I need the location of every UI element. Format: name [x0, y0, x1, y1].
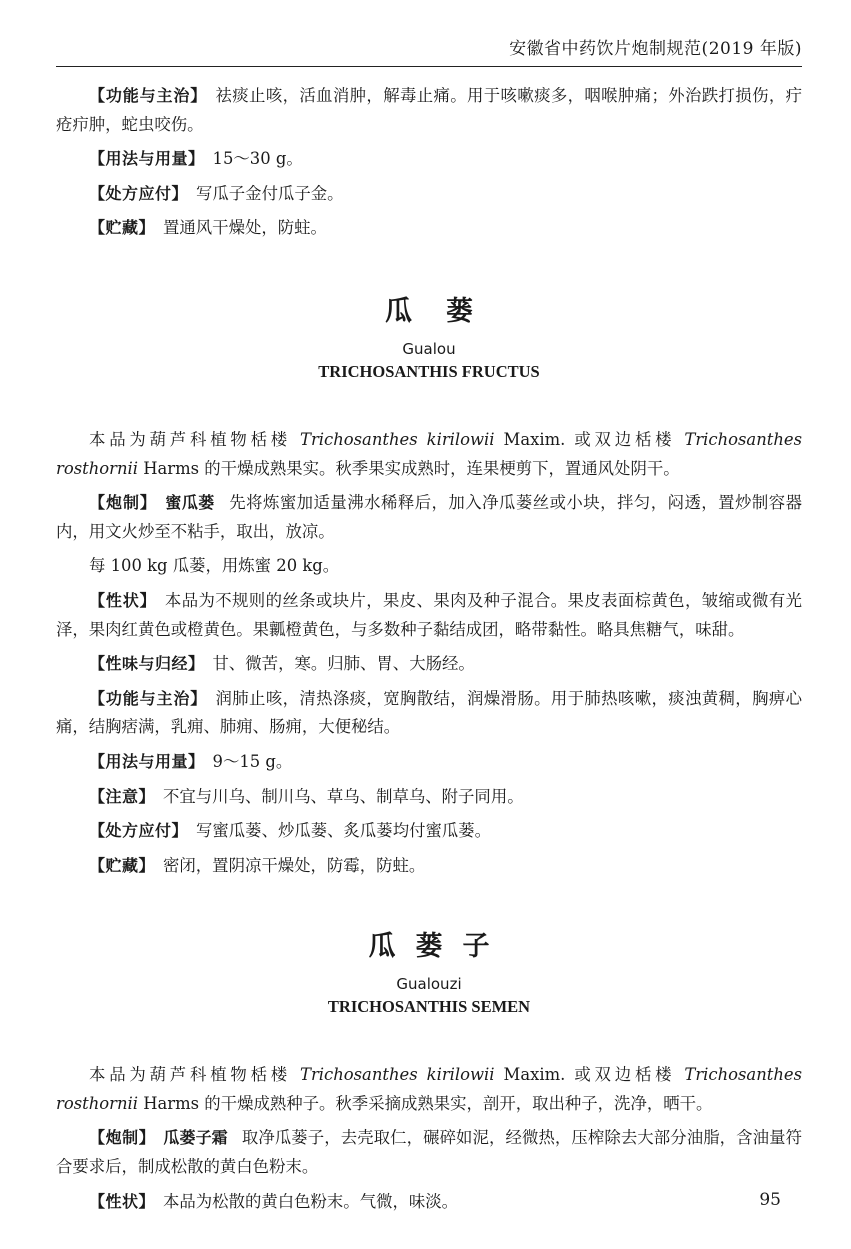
character-text: 本品为不规则的丝条或块片，果皮、果肉及种子混合。果皮表面棕黄色，皱缩或微有光泽，果肉红黄色或橙黄色。果瓤橙黄色，与多数种子黏结成团，略带黏性。略具焦糖气，味甜。	[56, 590, 802, 639]
dosage-paragraph	[56, 145, 802, 174]
dosage-tag: 【用法与用量】	[89, 149, 205, 169]
character-paragraph	[56, 1188, 802, 1217]
character-tag: 【性状】	[89, 590, 157, 610]
nature-tag: 【性味与归经】	[89, 654, 205, 674]
nature-text: 甘、微苦，寒。归肺、胃、大肠经。	[212, 654, 475, 674]
processing-subtitle: 蜜瓜蒌	[164, 493, 215, 513]
storage-paragraph	[56, 852, 802, 881]
source-paragraph	[56, 1061, 802, 1118]
dosage-text: 9～15 g。	[212, 751, 293, 771]
functions-tag: 【功能与主治】	[89, 688, 208, 708]
prescription-paragraph	[56, 180, 802, 209]
dosage-tag: 【用法与用量】	[89, 751, 205, 771]
functions-text: 祛痰止咳，活血消肿，解毒止痛。用于咳嗽痰多，咽喉肿痛；外治跌打损伤，疔疮疖肿，蛇虫咬伤。	[56, 86, 802, 134]
storage-tag: 【贮藏】	[89, 855, 156, 875]
processing-paragraph	[56, 489, 802, 546]
source-paragraph	[56, 426, 802, 483]
prescription-tag: 【处方应付】	[89, 183, 189, 203]
prescription-paragraph	[56, 817, 802, 846]
functions-tag: 【功能与主治】	[89, 86, 208, 105]
prescription-text: 写蜜瓜蒌、炒瓜蒌、炙瓜蒌均付蜜瓜蒌。	[196, 821, 492, 841]
page-number: 95	[759, 1190, 781, 1210]
entry-latin-name: TRICHOSANTHIS SEMEN	[327, 997, 531, 1017]
caution-text: 不宜与川乌、制川乌、草乌、制草乌、附子同用。	[163, 786, 524, 806]
entry-latin-name: TRICHOSANTHIS FRUCTUS	[318, 361, 540, 381]
storage-tag: 【贮藏】	[89, 218, 156, 238]
species-name: Trichosanthes rosthornii	[56, 1065, 802, 1113]
functions-paragraph	[56, 82, 802, 139]
dosage-paragraph	[56, 748, 802, 777]
processing-text: 取净瓜蒌子，去壳取仁，碾碎如泥，经微热，压榨除去大部分油脂，含油量符合要求后，制成松散的黄白色粉末。	[56, 1128, 802, 1177]
source-text-a: 本品为葫芦科植物栝楼	[89, 1065, 301, 1085]
species-name: Trichosanthes kirilowii	[300, 429, 495, 449]
honey-ratio: 每 100 kg 瓜蒌，用炼蜜 20 kg。	[89, 556, 340, 576]
storage-text: 置通风干燥处，防蛀。	[163, 218, 327, 238]
species-name: Trichosanthes kirilowii	[300, 1065, 495, 1085]
entry-pinyin: Gualou	[402, 339, 456, 358]
source-text-c: Harms 的干燥成熟果实。秋季果实成熟时，连果梗剪下，置通风处阴干。	[138, 458, 680, 478]
dosage-text: 15～30 g。	[212, 149, 303, 169]
functions-text: 润肺止咳，清热涤痰，宽胸散结，润燥滑肠。用于肺热咳嗽，痰浊黄稠，胸痹心痛，结胸痞满，乳痈、肺痈、肠痈，大便秘结。	[56, 688, 802, 737]
source-text-a: 本品为葫芦科植物栝楼	[89, 429, 301, 449]
processing-tag: 【炮制】	[89, 493, 157, 513]
caution-paragraph	[56, 783, 802, 812]
source-text-c: Harms 的干燥成熟种子。秋季采摘成熟果实，剖开，取出种子，洗净，晒干。	[138, 1093, 713, 1113]
header-rule	[56, 66, 802, 67]
source-text-b: Maxim. 或双边栝楼	[494, 1065, 685, 1085]
processing-subtitle: 瓜蒌子霜	[163, 1128, 228, 1148]
character-tag: 【性状】	[89, 1191, 156, 1211]
prescription-tag: 【处方应付】	[89, 821, 189, 841]
entry-title: 瓜蒌	[385, 295, 507, 327]
nature-paragraph	[56, 650, 802, 679]
species-name: Trichosanthes rosthornii	[56, 429, 802, 478]
functions-paragraph	[56, 685, 802, 742]
source-text-b: Maxim. 或双边栝楼	[494, 429, 685, 449]
storage-text: 密闭，置阴凉干燥处，防霉，防蛀。	[163, 855, 426, 875]
entry-pinyin: Gualouzi	[396, 975, 462, 994]
entry-title: 瓜蒌子	[368, 931, 510, 963]
processing-tag: 【炮制】	[89, 1128, 156, 1148]
character-text: 本品为松散的黄白色粉末。气微，味淡。	[163, 1191, 459, 1211]
storage-paragraph	[56, 214, 802, 243]
character-paragraph	[56, 587, 802, 644]
prescription-text: 写瓜子金付瓜子金。	[196, 183, 344, 203]
running-header: 安徽省中药饮片炮制规范(2019 年版)	[509, 39, 802, 59]
caution-tag: 【注意】	[89, 786, 156, 806]
processing-paragraph	[56, 1124, 802, 1181]
processing-text: 先将炼蜜加适量沸水稀释后，加入净瓜蒌丝或小块，拌匀，闷透，置炒制容器内，用文火炒至不粘手，取出，放凉。	[56, 493, 802, 541]
page-body	[56, 82, 802, 1222]
